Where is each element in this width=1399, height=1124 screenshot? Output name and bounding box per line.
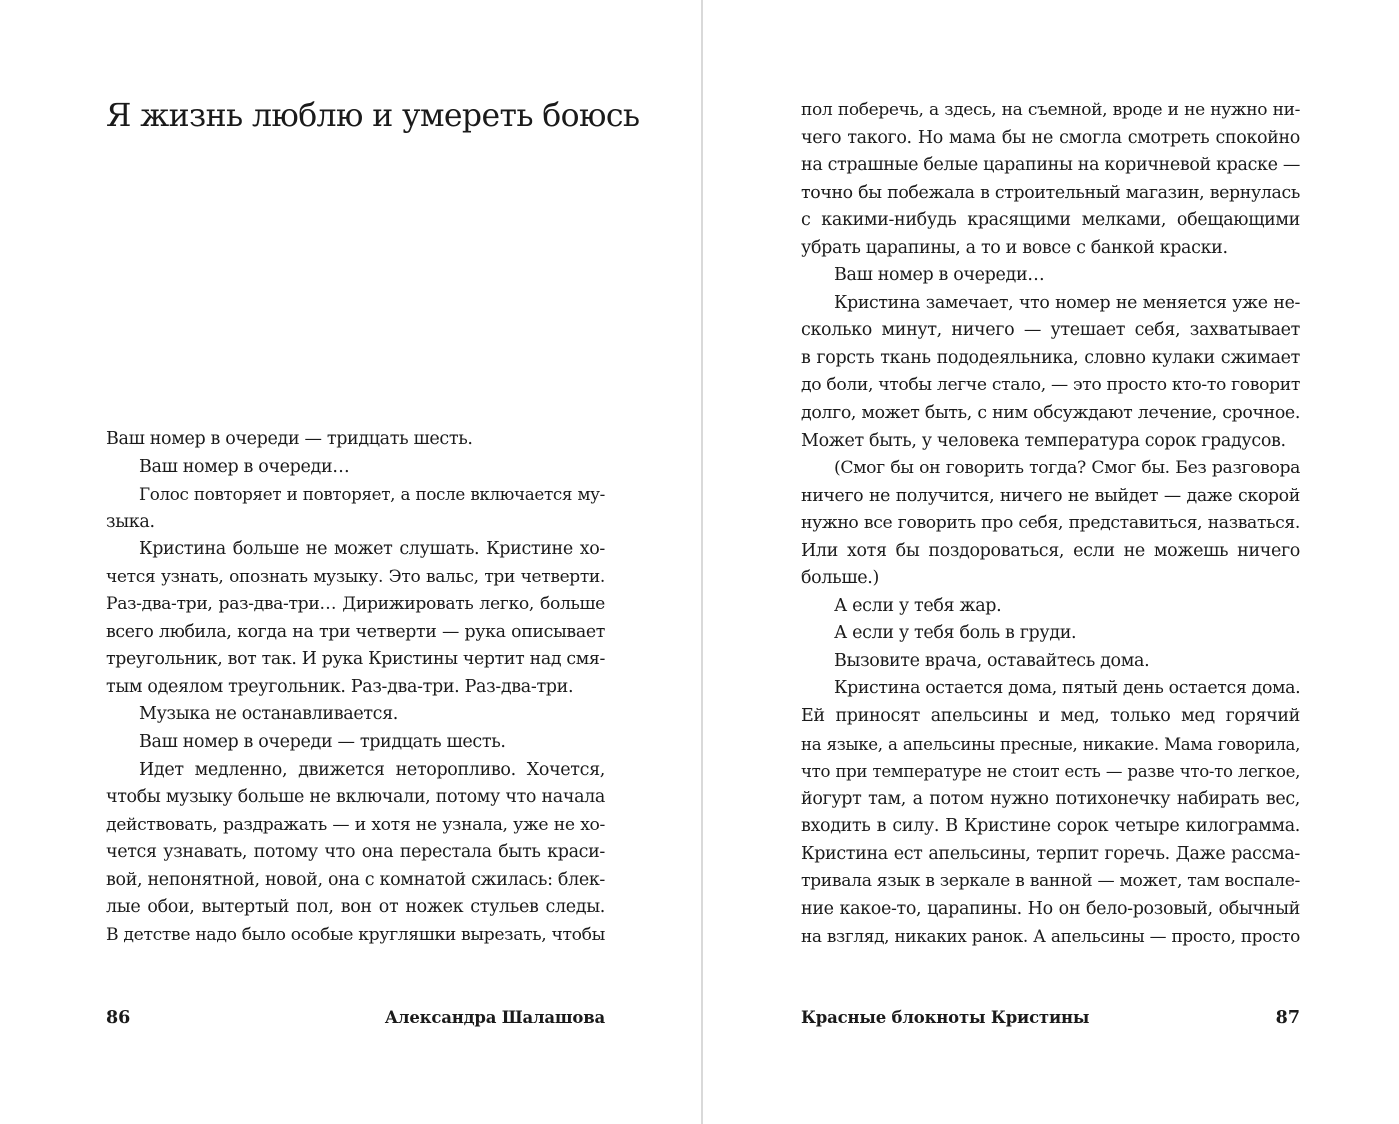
right-page-body-text [801,97,1300,951]
left-page-footer [106,1004,605,1032]
text-line: Или хотя бы поздороваться, если не можешь ничего [801,540,1300,561]
text-line: убрать царапины, а то и вовсе с банкой краски. [801,237,1228,258]
text-line: больше.) [801,568,879,589]
text-line: А если у тебя боль в груди. [834,623,1077,644]
text-line: (Смог бы он говорить тогда? Смог бы. Без разговора [834,458,1300,479]
text-line: А если у тебя жар. [834,595,1002,616]
text-line: до боли, чтобы легче стало, — это просто кто-то говорит [801,375,1300,396]
text-line: Вызовите врача, оставайтесь дома. [834,650,1150,671]
text-line: сколько минут, ничего — утешает себя, захватывает [801,320,1300,341]
text-line: Идет медленно, движется неторопливо. Хочется, [139,759,605,780]
text-line: Ваш номер в очереди… [139,456,350,477]
text-line: Кристина ест апельсины, терпит горечь. Даже рассма- [801,843,1300,864]
text-line: нужно все говорить про себя, представиться, назваться. [801,513,1300,534]
text-line: В детстве надо было особые кругляшки вырезать, чтобы [106,924,605,945]
text-line: Ваш номер в очереди — тридцать шесть. [139,732,506,753]
text-line: входить в силу. В Кристине сорок четыре килограмма. [801,816,1300,837]
text-line: зыка. [106,511,155,532]
text-line: долго, может быть, с ним обсуждают лечение, срочное. [801,403,1300,424]
right-page [801,0,1300,1124]
text-line: Музыка не останавливается. [139,704,399,725]
text-line: что при температуре не стоит есть — разве что-то легкое, [801,762,1300,782]
text-line: Может быть, у человека температура сорок градусов. [801,430,1286,451]
text-line: Ваш номер в очереди… [834,265,1045,286]
text-line: на страшные белые царапины на коричневой краске — [801,155,1301,176]
text-line: Раз-два-три, раз-два-три… Дирижировать легко, больше [106,594,605,615]
page-gutter-divider [701,0,703,1124]
text-line: чтобы музыку больше не включали, потому что начала [106,787,605,808]
text-line: Кристина остается дома, пятый день остается дома. [834,678,1301,699]
text-line: Кристина больше не может слушать. Кристине хо- [139,539,605,560]
text-line: точно бы побежала в строительный магазин, вернулась [801,182,1300,203]
text-line: треугольник, вот так. И рука Кристины чертит над смя- [106,649,605,670]
text-line: лые обои, вытертый пол, вон от ножек стульев следы. [106,897,605,918]
running-head-author: Александра Шалашова [384,1008,605,1027]
text-line: чется узнать, опознать музыку. Это вальс, три четверти. [106,566,605,587]
page-number-right: 87 [1275,1008,1300,1028]
text-line: Ваш номер в очереди — тридцать шесть. [106,429,473,449]
text-line: йогурт там, а потом нужно потихонечку набирать вес, [801,788,1300,809]
running-head-title: Красные блокноты Кристины [801,1008,1090,1027]
text-line: вой, непонятной, новой, она с комнатой сжилась: блек- [106,869,605,890]
chapter-title: Я жизнь люблю и умереть боюсь [106,98,640,134]
text-line: тривала язык в зеркале в ванной — может, там воспале- [801,871,1300,892]
text-line: чется узнавать, потому что она перестала быть краси- [106,842,605,863]
text-line: ничего не получится, ничего не выйдет — даже скорой [801,485,1300,506]
text-line: на взгляд, никаких ранок. А апельсины — просто, просто [801,926,1300,947]
text-line: ние какое-то, царапины. Но он бело-розовый, обычный [801,898,1300,919]
text-line: с какими-нибудь красящими мелками, обещающими [801,210,1300,231]
text-line: всего любила, когда на три четверти — рука описывает [106,621,605,642]
page-number-left: 86 [106,1008,131,1028]
left-page [106,0,640,1124]
left-page-body-text [106,426,605,949]
text-line: пол поберечь, а здесь, на съемной, вроде и не нужно ни- [801,100,1300,120]
text-line: Кристина замечает, что номер не меняется уже не- [834,292,1300,313]
text-line: тым одеялом треугольник. Раз-два-три. Раз-два-три. [106,676,574,697]
text-line: действовать, раздражать — и хотя не узнала, уже не хо- [106,814,605,835]
text-line: чего такого. Но мама бы не смогла смотреть спокойно [801,127,1300,148]
text-line: на языке, а апельсины пресные, никакие. Мама говорила, [801,734,1300,754]
text-line: Ей приносят апельсины и мед, только мед горячий [801,706,1300,727]
text-line: Голос повторяет и повторяет, а после включается му- [139,484,605,505]
text-line: в горсть ткань пододеяльника, словно кулаки сжимает [801,347,1300,368]
right-page-footer [801,1004,1300,1032]
